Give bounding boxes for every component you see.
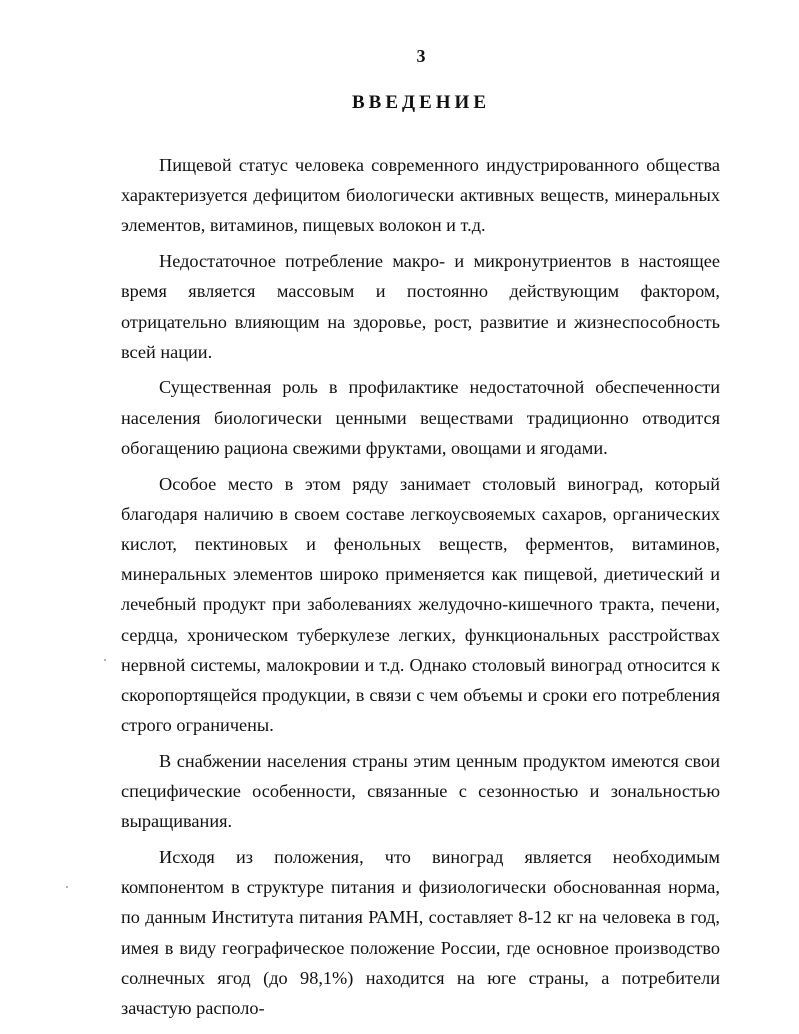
paragraph-5: В снабжении населения страны этим ценным продуктом имеются свои специфические особенности, связанные с сезонностью и зональностью выращивания. xyxy=(121,750,720,832)
scan-speck xyxy=(66,886,68,888)
paragraph-6: Исходя из положения, что виноград является необходимым компонентом в структуре питания и физиологически обоснованная норма, по данным Института питания РАМН, составляет 8-12 кг на человека в год, имея в виду географическое положение России, где основное производство солнечных ягод (до 98,1%) находится на юге страны, а потребители зачастую располо- xyxy=(121,846,720,1018)
paragraph-1: Пищевой статус человека современного индустрированного общества характеризуется дефицитом биологически активных веществ, минеральных элементов, витаминов, пищевых волокон и т.д. xyxy=(121,155,720,236)
paragraph-3: Существенная роль в профилактике недостаточной обеспеченности населения биологически ценными веществами традиционно отводится обогащению рациона свежими фруктами, овощами и ягодами. xyxy=(121,377,720,458)
page-number: 3 xyxy=(416,46,426,66)
paragraph-2: Недостаточное потребление макро- и микронутриентов в настоящее время является массовым и постоянно действующим фактором, отрицательно влияющим на здоровье, рост, развитие и жизнеспособность всей нации. xyxy=(121,251,720,362)
paragraph-4: Особое место в этом ряду занимает столовый виноград, который благодаря наличию в своем составе легкоусвояемых сахаров, органических кислот, пектиновых и фенольных веществ, ферментов, витаминов, минеральных элементов широко применяется как пищевой, диетический и лечебный продукт при заболеваниях желудочно-кишечного тракта, печени, сердца, хроническом туберкулезе легких, функциональных расстройствах нервной системы, малокровии и т.д. Однако столовый виноград относится к скоропортящейся продукции, в связи с чем объемы и сроки его потребления строго ограничены. xyxy=(121,473,720,736)
scan-speck xyxy=(104,659,106,661)
section-title: ВВЕДЕНИЕ xyxy=(352,92,490,113)
body-text xyxy=(121,150,720,1029)
